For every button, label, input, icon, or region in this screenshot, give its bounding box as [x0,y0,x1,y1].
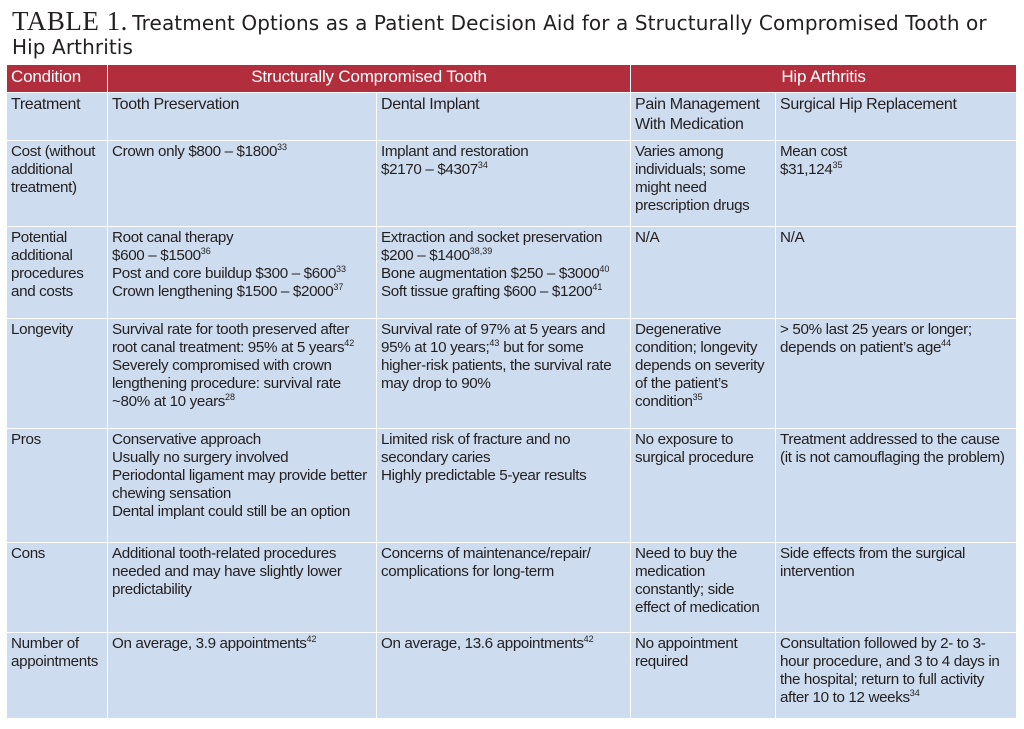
cell-pain-management [631,227,776,319]
cell-text: Additional tooth-related procedures needed and may have slightly lower predictability [112,545,342,598]
cell-text: Bone augmentation $250 – $3000 [381,265,600,282]
cell-pain-management [631,429,776,543]
cell-line [112,357,373,411]
cell-tooth-preservation [108,227,377,319]
reference-number: 35 [692,392,703,402]
cell-hip-replacement [776,543,1017,633]
cell-text: Highly predictable 5-year results [381,467,587,484]
cell-text: Post and core buildup $300 – $600 [112,265,337,282]
cell-hip-replacement [776,141,1017,227]
row-label: Number of appointments [7,633,108,719]
cell-line [381,143,627,161]
cell-line [112,265,373,283]
cell-line [112,545,373,599]
cell-text: N/A [780,229,805,246]
cell-text: Limited risk of fracture and no secondary caries [381,431,571,466]
cell-pain-management [631,543,776,633]
cell-text: On average, 13.6 appointments [381,635,584,652]
cell-line [635,143,772,215]
cell-text: Implant and restoration [381,143,529,160]
cell-line [635,321,772,411]
cell-line [381,431,627,467]
cell-hip-replacement [776,429,1017,543]
cell-text: $2170 – $4307 [381,161,478,178]
row-cost [7,141,1017,227]
hip-group-header: Hip Arthritis [631,65,1017,93]
cell-text: Periodontal ligament may provide better chewing sensation [112,467,367,502]
cell-line [112,467,373,503]
cell-text: Usually no surgery involved [112,449,289,466]
reference-number: 42 [306,634,317,644]
cell-hip-replacement [776,633,1017,719]
cell-line [780,431,1013,467]
cell-text: $600 – $1500 [112,247,201,264]
cell-text: $31,124 [780,161,833,178]
cell-line [381,545,627,581]
cell-text: Degenerative condition; longevity depends on severity of the patient’s condition [635,321,765,410]
cell-text: > 50% last 25 years or longer; depends on patient’s age [780,321,972,356]
cell-line [381,635,627,653]
row-label: Cons [7,543,108,633]
reference-number: 33 [336,264,347,274]
cell-dental-implant [377,319,631,429]
reference-number: 40 [599,264,610,274]
cell-text: Treatment addressed to the cause (it is not camouflaging the problem) [780,431,1005,466]
cell-line [381,321,627,393]
condition-header: Condition [7,65,108,93]
reference-number: 44 [941,338,952,348]
cell-text: Conservative approach [112,431,261,448]
cell-tooth-preservation [108,429,377,543]
reference-number: 42 [344,338,355,348]
cell-line [112,143,373,161]
cell-line [112,229,373,247]
row-longevity [7,319,1017,429]
cell-text: N/A [635,229,660,246]
cell-line [112,635,373,653]
cell-line [381,247,627,265]
cell-pain-management [631,633,776,719]
cell-text: Concerns of maintenance/repair/ complications for long-term [381,545,591,580]
cell-text: Root canal therapy [112,229,234,246]
cell-line [780,635,1013,707]
reference-number: 41 [592,282,603,292]
cell-text: Soft tissue grafting $600 – $1200 [381,283,593,300]
reference-number: 34 [477,160,488,170]
cell-line [381,467,627,485]
col-pain-management: Pain Management With Medication [631,93,776,141]
row-pros [7,429,1017,543]
row-procedures [7,227,1017,319]
cell-line [381,265,627,283]
cell-hip-replacement [776,319,1017,429]
cell-tooth-preservation [108,543,377,633]
cell-line [112,431,373,449]
reference-number: 37 [333,282,344,292]
cell-line [112,503,373,521]
cell-line [780,545,1013,581]
col-tooth-preservation: Tooth Preservation [108,93,377,141]
cell-line [780,143,1013,161]
col-hip-replacement: Surgical Hip Replacement [776,93,1017,141]
cell-tooth-preservation [108,319,377,429]
cell-text: Consultation followed by 2- to 3-hour procedure, and 3 to 4 days in the hospital; return to full activity after 10 to 12 weeks [780,635,1000,706]
cell-pain-management [631,141,776,227]
table-number: TABLE 1. [12,6,128,36]
cell-line [112,247,373,265]
cell-text: Crown only $800 – $1800 [112,143,278,160]
row-label: Cost (without additional treatment) [7,141,108,227]
cell-line [381,161,627,179]
reference-number: 34 [909,688,920,698]
cell-text: Survival rate of 97% at 5 years and 95% at 10 years; [381,321,606,356]
cell-line [780,229,1013,247]
cell-line [381,283,627,301]
cell-tooth-preservation [108,633,377,719]
row-label: Potential additional procedures and costs [7,227,108,319]
cell-dental-implant [377,141,631,227]
reference-number: 36 [200,246,211,256]
cell-text: Need to buy the medication constantly; side effect of medication [635,545,760,616]
cell-text: Mean cost [780,143,847,160]
cell-line [780,321,1013,357]
cell-text: On average, 3.9 appointments [112,635,307,652]
group-header-row [7,65,1017,93]
cell-dental-implant [377,227,631,319]
cell-pain-management [631,319,776,429]
cell-line [635,229,772,247]
col-dental-implant: Dental Implant [377,93,631,141]
row-appointments [7,633,1017,719]
tooth-group-header: Structurally Compromised Tooth [108,65,631,93]
reference-number: 35 [832,160,843,170]
reference-number: 28 [225,392,236,402]
cell-line [381,229,627,247]
table-title: Treatment Options as a Patient Decision Aid for a Structurally Compromised Tooth or Hip Arthritis [12,11,987,60]
cell-line [112,321,373,357]
cell-dental-implant [377,633,631,719]
reference-number: 38,39 [469,246,493,256]
decision-aid-table [6,64,1017,719]
cell-text: No appointment required [635,635,738,670]
row-label: Longevity [7,319,108,429]
cell-text: Extraction and socket preservation [381,229,603,246]
cell-text: Survival rate for tooth preserved after root canal treatment: 95% at 5 years [112,321,350,356]
row-label-treatment: Treatment [7,93,108,141]
reference-number: 43 [489,338,500,348]
cell-tooth-preservation [108,141,377,227]
cell-text: Crown lengthening $1500 – $2000 [112,283,334,300]
table-caption [12,6,1016,59]
cell-line [112,283,373,301]
row-cons [7,543,1017,633]
cell-dental-implant [377,429,631,543]
cell-text: Dental implant could still be an option [112,503,350,520]
cell-text-continued: but for some higher-risk patients, the survival rate may drop to 90% [381,339,612,392]
cell-dental-implant [377,543,631,633]
cell-line [112,449,373,467]
cell-line [635,431,772,467]
row-label: Pros [7,429,108,543]
cell-line [780,161,1013,179]
cell-text: $200 – $1400 [381,247,470,264]
cell-text: No exposure to surgical procedure [635,431,754,466]
cell-text: Severely compromised with crown lengthening procedure: survival rate ~80% at 10 years [112,357,341,410]
cell-line [635,635,772,671]
cell-line [635,545,772,617]
cell-text: Side effects from the surgical intervention [780,545,966,580]
cell-text: Varies among individuals; some might need prescription drugs [635,143,750,214]
reference-number: 33 [277,142,288,152]
reference-number: 42 [583,634,594,644]
cell-hip-replacement [776,227,1017,319]
treatment-row [7,93,1017,141]
